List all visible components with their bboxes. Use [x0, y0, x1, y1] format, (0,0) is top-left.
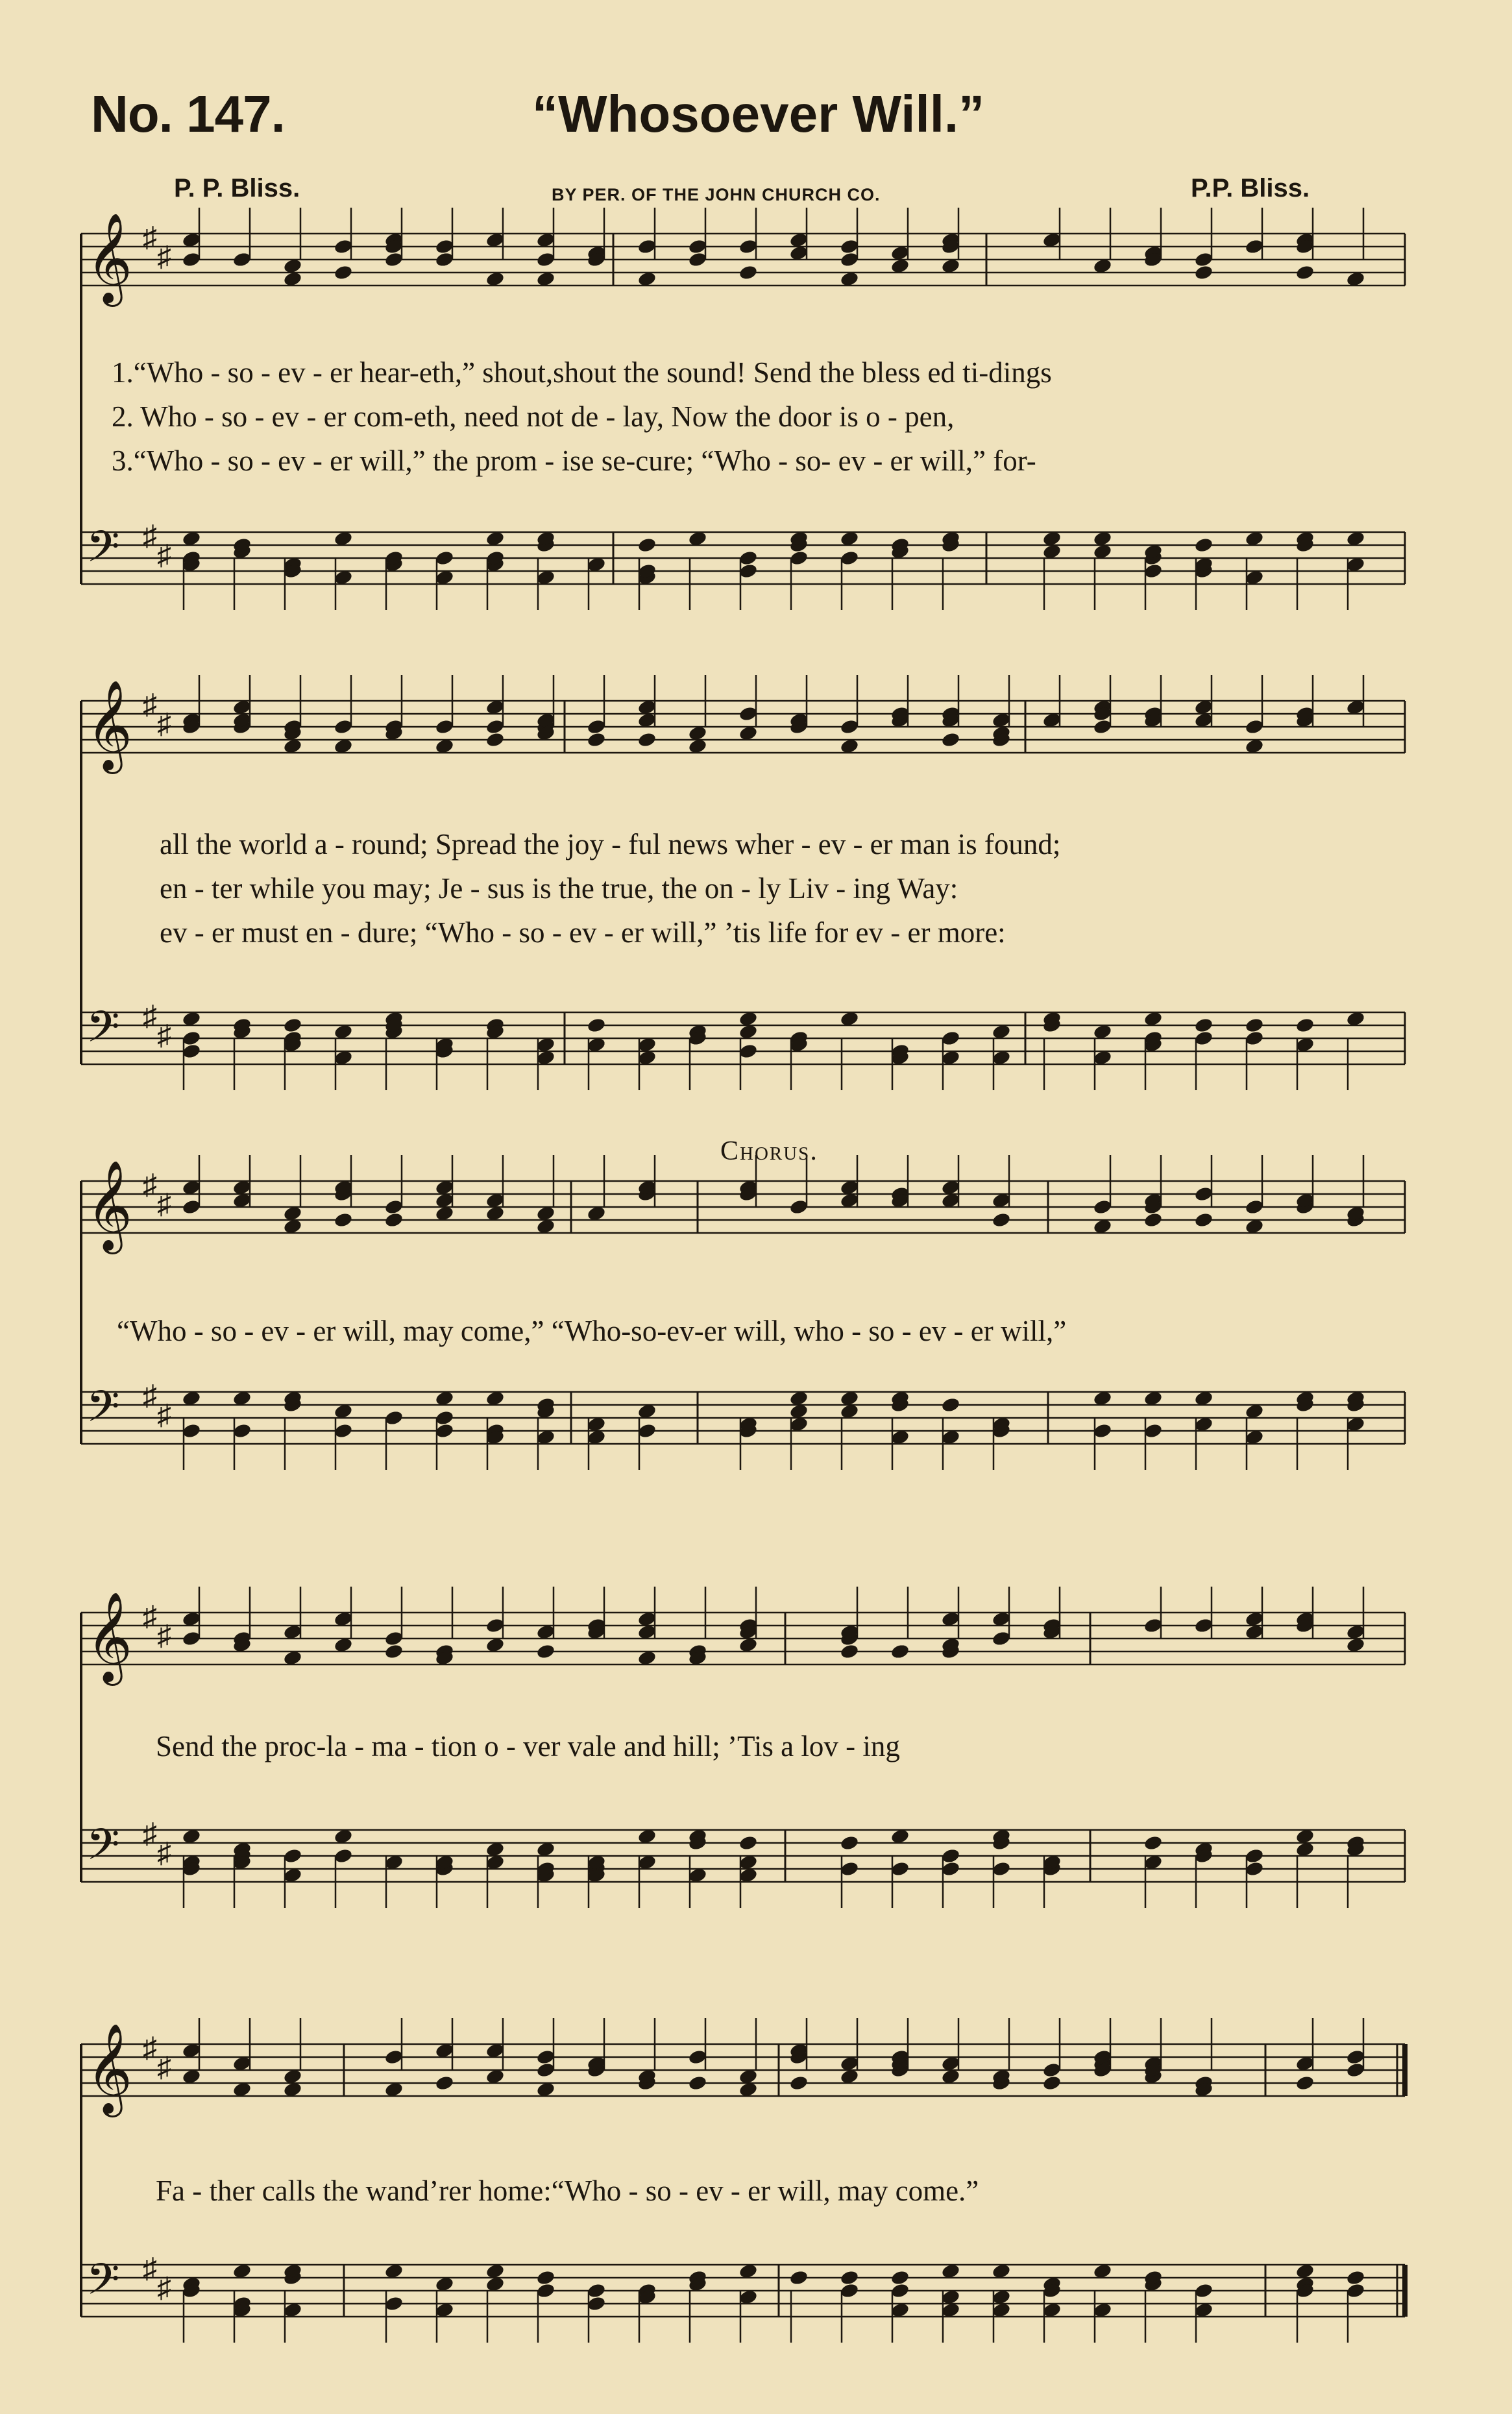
verse-1-line-1: 1.“Who - so - ev - er hear-eth,” shout,shout the sound! Send the bless ed ti-dings	[112, 356, 1052, 389]
note-head	[840, 2282, 860, 2299]
note-head	[840, 1835, 860, 1851]
sharp-icon: ♯	[143, 1380, 157, 1411]
note-head	[890, 2282, 910, 2299]
sharp-icon: ♯	[143, 520, 157, 552]
words-credit: P. P. Bliss.	[174, 174, 300, 202]
note-head	[435, 1409, 455, 1426]
sharp-icon: ♯	[143, 1818, 157, 1849]
note-head	[1245, 718, 1265, 735]
note-head	[1143, 1422, 1164, 1439]
note-head	[334, 1422, 354, 1439]
note-head	[435, 550, 455, 567]
note-head	[941, 1396, 961, 1413]
sharp-icon: ♯	[157, 2272, 171, 2304]
sharp-icon: ♯	[143, 2252, 157, 2284]
note-head	[435, 251, 455, 268]
note-head	[637, 1422, 657, 1439]
note-head	[1093, 1422, 1113, 1439]
sharp-icon: ♯	[157, 1620, 171, 1652]
note-head	[992, 1212, 1012, 1228]
note-head	[587, 2295, 607, 2312]
note-head	[435, 1422, 455, 1439]
note-head	[1194, 1030, 1214, 1047]
sharp-icon: ♯	[157, 1188, 171, 1220]
note-head	[789, 550, 809, 567]
note-head	[1346, 2269, 1366, 2286]
note-head	[587, 718, 607, 735]
note-head	[1245, 1847, 1265, 1864]
note-head	[840, 2269, 860, 2286]
note-head	[334, 264, 354, 281]
treble-clef-icon: 𝄞	[86, 680, 132, 770]
note-head	[384, 2049, 404, 2066]
permission-notice: BY PER. OF THE JOHN CHURCH CO.	[552, 185, 881, 204]
note-head	[1143, 563, 1164, 579]
note-head	[232, 251, 252, 268]
note-head	[536, 2049, 556, 2066]
note-head	[1245, 1030, 1265, 1047]
sharp-icon: ♯	[157, 708, 171, 740]
note-head	[1194, 2282, 1214, 2299]
note-head	[384, 251, 404, 268]
note-head	[890, 1860, 910, 1877]
note-head	[738, 705, 759, 722]
chorus-line-2: Send the proc-la - ma - tion o - ver vale and hill; ’Tis a lov - ing	[156, 1730, 900, 1762]
note-head	[738, 1043, 759, 1060]
note-head	[941, 731, 961, 748]
note-head	[840, 251, 860, 268]
note-head	[992, 1630, 1012, 1647]
note-head	[485, 718, 506, 735]
sharp-icon: ♯	[157, 2051, 171, 2083]
note-head	[1143, 1212, 1164, 1228]
treble-clef-icon: 𝄞	[86, 213, 132, 303]
note-head	[1194, 1617, 1214, 1634]
note-head	[789, 2075, 809, 2091]
note-head	[182, 1199, 202, 1215]
note-head	[182, 1422, 202, 1439]
bass-clef-icon: 𝄢	[86, 1002, 120, 1062]
note-head	[1346, 2049, 1366, 2066]
note-head	[435, 238, 455, 255]
note-head	[536, 1643, 556, 1660]
note-head	[536, 2062, 556, 2079]
note-head	[840, 1860, 860, 1877]
bass-clef-icon: 𝄢	[86, 2254, 120, 2315]
note-head	[182, 251, 202, 268]
chorus-label: Chorus.	[720, 1136, 818, 1166]
note-head	[637, 238, 657, 255]
note-head	[435, 2075, 455, 2091]
note-head	[1194, 251, 1214, 268]
note-head	[840, 550, 860, 567]
note-head	[587, 2282, 607, 2299]
note-head	[384, 1630, 404, 1647]
note-head	[182, 1043, 202, 1060]
sharp-icon: ♯	[157, 1837, 171, 1869]
note-head	[890, 2269, 910, 2286]
note-head	[637, 537, 657, 554]
sharp-icon: ♯	[157, 241, 171, 273]
note-head	[536, 2269, 556, 2286]
note-head	[1245, 238, 1265, 255]
note-head	[283, 1847, 303, 1864]
note-head	[485, 731, 506, 748]
treble-clef-icon: 𝄞	[86, 1592, 132, 1682]
sharp-icon: ♯	[143, 689, 157, 720]
note-head	[738, 1835, 759, 1851]
note-head	[384, 1212, 404, 1228]
chorus-line-3: Fa - ther calls the wand’rer home:“Who - so - ev - er will, may come.”	[156, 2175, 979, 2207]
note-head	[738, 238, 759, 255]
music-credit: P.P. Bliss.	[1191, 174, 1310, 202]
note-head	[688, 2049, 708, 2066]
note-head	[384, 1199, 404, 1215]
treble-clef-icon: 𝄞	[86, 1160, 132, 1250]
note-head	[1143, 1617, 1164, 1634]
note-head	[1295, 1017, 1315, 1034]
note-head	[536, 2282, 556, 2299]
note-head	[941, 1847, 961, 1864]
note-head	[1194, 264, 1214, 281]
bass-clef-icon: 𝄢	[86, 522, 120, 582]
bass-clef-icon: 𝄢	[86, 1820, 120, 1880]
note-head	[1194, 1017, 1214, 1034]
note-head	[1093, 1199, 1113, 1215]
note-head	[485, 1617, 506, 1634]
note-head	[334, 238, 354, 255]
verse-3-line-2: ev - er must en - dure; “Who - so - ev - er will,” ’tis life for ev - er more:	[160, 916, 1006, 949]
sharp-icon: ♯	[143, 1169, 157, 1201]
note-head	[334, 1847, 354, 1864]
note-head	[1295, 264, 1315, 281]
note-head	[232, 1422, 252, 1439]
note-head	[1194, 1186, 1214, 1202]
note-head	[840, 718, 860, 735]
note-head	[182, 1630, 202, 1647]
note-head	[890, 1643, 910, 1660]
note-head	[1346, 2282, 1366, 2299]
verse-3-line-1: 3.“Who - so - ev - er will,” the prom - ise se-cure; “Who - so- ev - er will,” for-	[112, 445, 1036, 477]
verse-2-line-1: 2. Who - so - ev - er com-eth, need not de - lay, Now the door is o - pen,	[112, 400, 955, 433]
note-head	[1245, 1860, 1265, 1877]
note-head	[941, 1860, 961, 1877]
sharp-icon: ♯	[143, 221, 157, 253]
note-head	[536, 251, 556, 268]
note-head	[637, 731, 657, 748]
note-head	[941, 1030, 961, 1047]
note-head	[1194, 537, 1214, 554]
note-head	[789, 1199, 809, 1215]
sharp-icon: ♯	[143, 1000, 157, 1032]
note-head	[688, 2075, 708, 2091]
note-head	[1245, 1017, 1265, 1034]
note-head	[789, 2269, 809, 2286]
note-head	[182, 1030, 202, 1047]
note-head	[738, 264, 759, 281]
note-head	[688, 238, 708, 255]
sharp-icon: ♯	[157, 539, 171, 571]
note-head	[992, 1860, 1012, 1877]
note-head	[1194, 1212, 1214, 1228]
hymn-title: “Whosoever Will.”	[532, 85, 985, 143]
note-head	[840, 1643, 860, 1660]
note-head	[688, 251, 708, 268]
note-head	[384, 1409, 404, 1426]
sharp-icon: ♯	[157, 1019, 171, 1051]
note-head	[738, 563, 759, 579]
sharp-icon: ♯	[143, 2032, 157, 2064]
note-head	[587, 1017, 607, 1034]
note-head	[334, 1212, 354, 1228]
note-head	[587, 731, 607, 748]
chorus-line-1: “Who - so - ev - er will, may come,” “Who-so-ev-er will, who - so - ev - er will,”	[117, 1315, 1067, 1347]
treble-clef-icon: 𝄞	[86, 2023, 132, 2114]
sharp-icon: ♯	[157, 1399, 171, 1431]
note-head	[1042, 2075, 1062, 2091]
note-head	[1093, 718, 1113, 735]
sharp-icon: ♯	[143, 1600, 157, 1632]
note-head	[384, 2295, 404, 2312]
note-head	[334, 718, 354, 735]
note-head	[384, 1643, 404, 1660]
note-head	[1042, 2062, 1062, 2079]
hymn-number: No. 147.	[91, 85, 285, 143]
note-head	[1143, 1835, 1164, 1851]
note-head	[1245, 1199, 1265, 1215]
verse-2-line-2: en - ter while you may; Je - sus is the true, the on - ly Liv - ing Way:	[160, 872, 958, 905]
bass-clef-icon: 𝄢	[86, 1382, 120, 1442]
note-head	[435, 718, 455, 735]
verse-1-line-2: all the world a - round; Spread the joy - ful news wher - ev - er man is found;	[160, 828, 1061, 860]
note-head	[283, 1017, 303, 1034]
note-head	[1295, 2075, 1315, 2091]
note-head	[738, 550, 759, 567]
note-head	[840, 238, 860, 255]
note-head	[1346, 2062, 1366, 2079]
